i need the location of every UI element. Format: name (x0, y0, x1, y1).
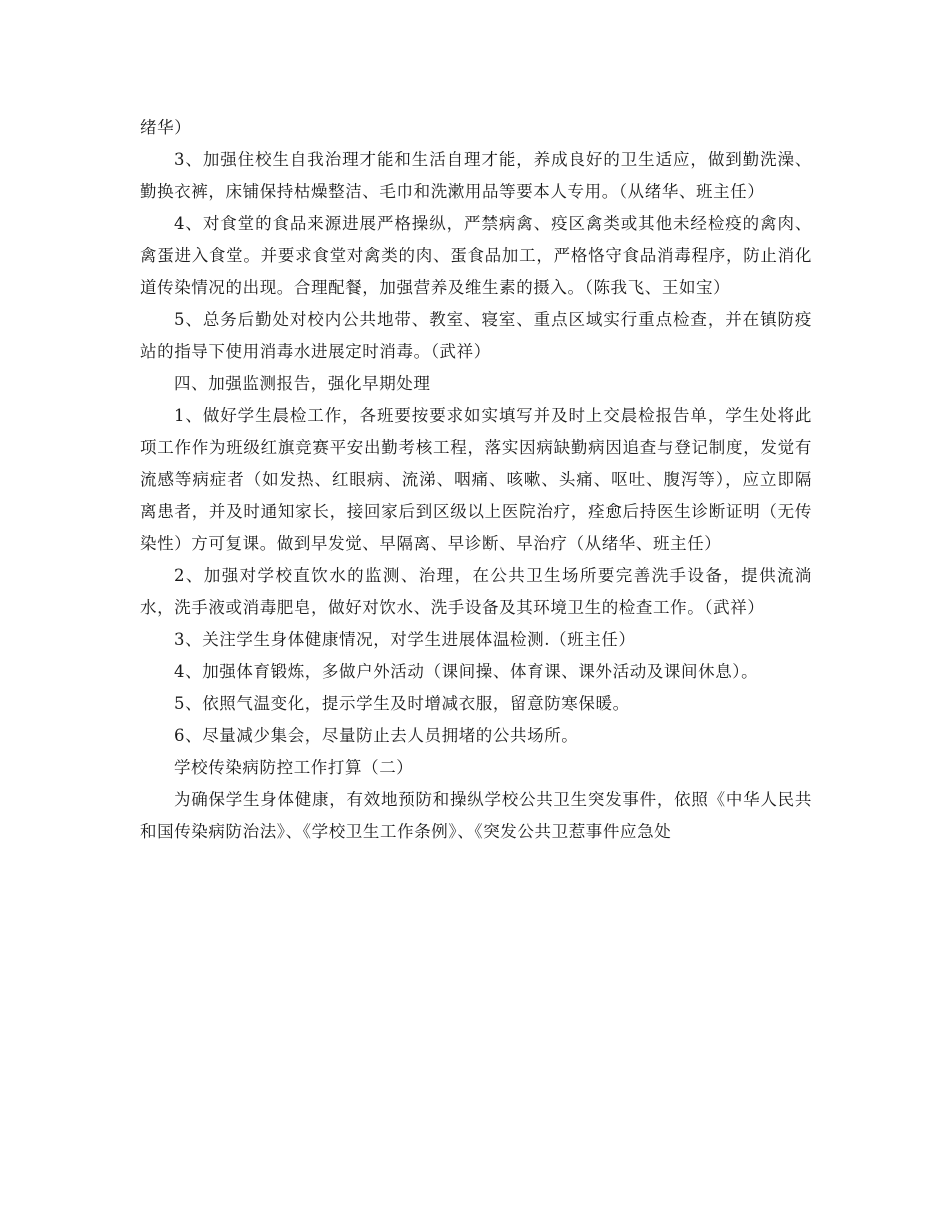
paragraph: 4、对食堂的食品来源进展严格操纵，严禁病禽、疫区禽类或其他未经检疫的禽肉、禽蛋进入食堂。并要求食堂对禽类的肉、蛋食品加工，严格恪守食品消毒程序，防止消化道传染情况的出现。合理配餐，加强营养及维生素的摄入。（陈我飞、王如宝） (140, 214, 812, 297)
paragraph: 绪华） (140, 118, 192, 137)
paragraph: 1、做好学生晨检工作，各班要按要求如实填写并及时上交晨检报告单，学生处将此项工作作为班级红旗竞赛平安出勤考核工程，落实因病缺勤病因追查与登记制度，发觉有流感等病症者（如发热、红眼病、流涕、咽痛、咳嗽、头痛、呕吐、腹泻等），应立即隔离患者，并及时通知家长，接回家后到区级以上医院治疗，痊愈后持医生诊断证明（无传染性）方可复课。做到早发觉、早隔离、早诊断、早治疗（从绪华、班主任） (140, 406, 812, 553)
section-heading: 四、加强监测报告，强化早期处理 (174, 374, 431, 393)
document-body (140, 112, 812, 848)
paragraph: 3、关注学生身体健康情况，对学生进展体温检测.（班主任） (174, 630, 636, 649)
paragraph: 5、总务后勤处对校内公共地带、教室、寝室、重点区域实行重点检查，并在镇防疫站的指导下使用消毒水进展定时消毒。（武祥） (140, 310, 812, 361)
paragraph: 4、加强体育锻炼，多做户外活动（课间操、体育课、课外活动及课间休息）。 (174, 662, 759, 681)
paragraph: 6、尽量减少集会，尽量防止去人员拥堵的公共场所。 (174, 726, 579, 745)
paragraph: 2、加强对学校直饮水的监测、治理，在公共卫生场所要完善洗手设备，提供流淌水，洗手液或消毒肥皂，做好对饮水、洗手设备及其环境卫生的检查工作。（武祥） (140, 566, 812, 617)
section-title: 学校传染病防控工作打算（二） (174, 758, 414, 777)
paragraph: 为确保学生身体健康，有效地预防和操纵学校公共卫生突发事件，依照《中华人民共和国传染病防治法》、《学校卫生工作条例》、《突发公共卫惹事件应急处 (140, 790, 812, 841)
paragraph: 3、加强住校生自我治理才能和生活自理才能，养成良好的卫生适应，做到勤洗澡、勤换衣裤，床铺保持枯燥整洁、毛巾和洗漱用品等要本人专用。（从绪华、班主任） (140, 150, 812, 201)
paragraph: 5、依照气温变化，提示学生及时增减衣服，留意防寒保暖。 (174, 694, 630, 713)
